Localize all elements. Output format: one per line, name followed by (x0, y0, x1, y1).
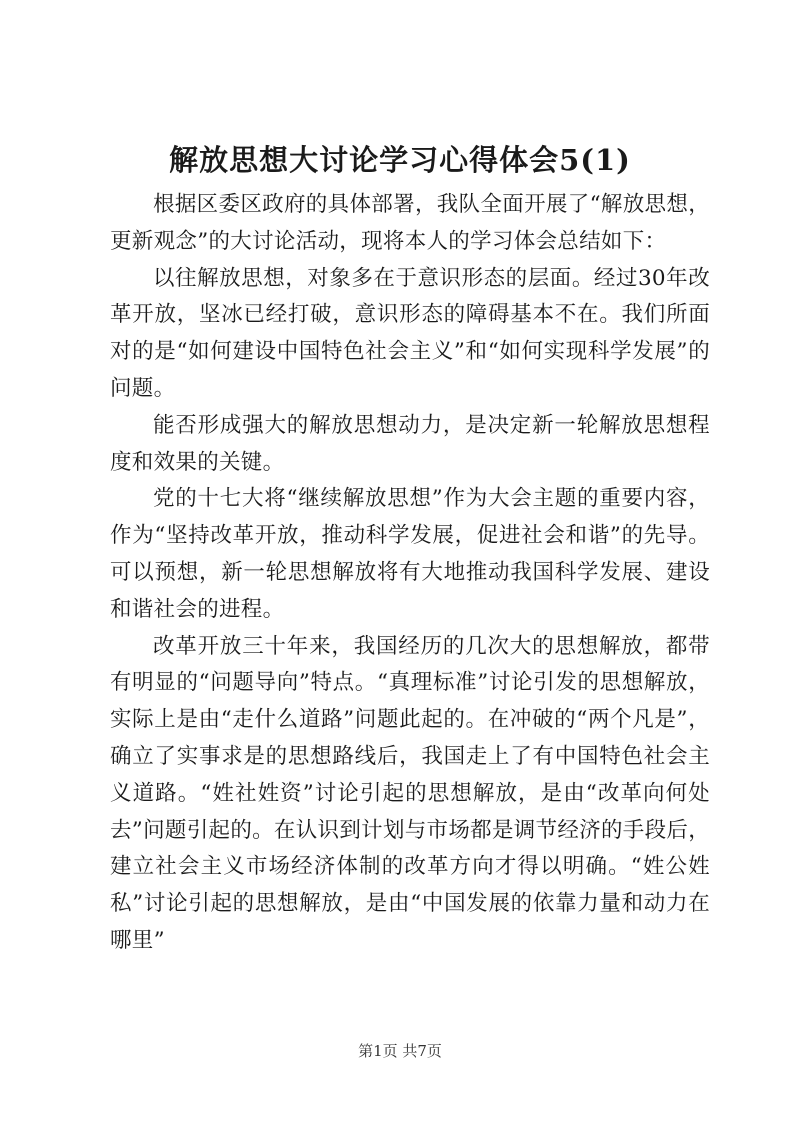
paragraph: 能否形成强大的解放思想动力，是决定新一轮解放思想程度和效果的关键。 (110, 412, 710, 475)
paragraph: 改革开放三十年来，我国经历的几次大的思想解放，都带有明显的“问题导向”特点。“真理标准”讨论引发的思想解放，实际上是由“走什么道路”问题此起的。在冲破的“两个凡是”，确立了实事求是的思想路线后，我国走上了有中国特色社会主义道路。“姓社姓资”讨论引起的思想解放，是由“改革向何处去”问题引起的。在认识到计划与市场都是调节经济的手段后，建立社会主义市场经济体制的改革方向才得以明确。“姓公姓私”讨论引起的思想解放，是由“中国发展的依靠力量和动力在哪里” (110, 633, 710, 953)
paragraph: 根据区委区政府的具体部署，我队全面开展了“解放思想，更新观念”的大讨论活动，现将本人的学习体会总结如下： (110, 192, 710, 254)
paragraph: 以往解放思想，对象多在于意识形态的层面。经过30年改革开放，坚冰已经打破，意识形态的障碍基本不在。我们所面对的是“如何建设中国特色社会主义”和“如何实现科学发展”的问题。 (110, 265, 710, 401)
document-title: 解放思想大讨论学习心得体会5(1) (169, 143, 631, 177)
paragraph: 党的十七大将“继续解放思想”作为大会主题的重要内容，作为“坚持改革开放，推动科学发展，促进社会和谐”的先导。可以预想，新一轮思想解放将有大地推动我国科学发展、建设和谐社会的进程。 (110, 486, 710, 622)
document-body (110, 187, 710, 960)
page-footer: 第1页 共7页 (358, 1042, 442, 1060)
